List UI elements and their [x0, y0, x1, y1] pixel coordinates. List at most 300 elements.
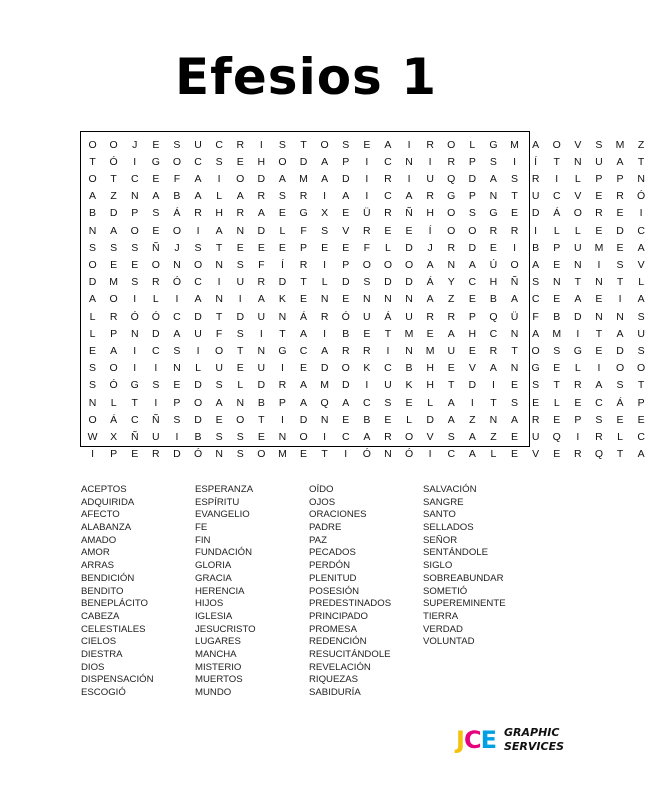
grid-letter[interactable]: T	[490, 396, 497, 409]
grid-letter[interactable]: Ó	[109, 155, 118, 168]
grid-letter[interactable]: R	[616, 190, 624, 203]
grid-letter[interactable]: U	[447, 344, 456, 357]
grid-letter[interactable]: E	[152, 172, 160, 185]
grid-letter[interactable]: I	[323, 327, 327, 340]
grid-letter[interactable]: R	[489, 224, 498, 237]
grid-letter[interactable]: E	[405, 224, 413, 237]
grid-letter[interactable]: E	[173, 379, 181, 392]
grid-letter[interactable]: A	[426, 258, 434, 271]
grid-letter[interactable]: A	[194, 172, 202, 185]
grid-letter[interactable]: E	[278, 207, 286, 220]
grid-letter[interactable]: O	[637, 362, 646, 375]
grid-letter[interactable]: L	[279, 224, 286, 237]
grid-letter[interactable]: D	[194, 310, 202, 323]
grid-letter[interactable]: R	[236, 207, 245, 220]
grid-letter[interactable]: M	[109, 276, 119, 289]
grid-letter[interactable]: T	[637, 379, 645, 392]
grid-letter[interactable]: Q	[594, 448, 604, 461]
grid-letter[interactable]: F	[532, 310, 539, 323]
grid-letter[interactable]: A	[595, 379, 603, 392]
grid-letter[interactable]: O	[88, 258, 97, 271]
grid-letter[interactable]: I	[238, 293, 242, 306]
grid-letter[interactable]: G	[278, 344, 287, 357]
grid-letter[interactable]: E	[363, 138, 371, 151]
grid-letter[interactable]: L	[553, 224, 560, 237]
grid-letter[interactable]: A	[342, 396, 350, 409]
grid-letter[interactable]: T	[616, 276, 624, 289]
grid-letter[interactable]: G	[447, 190, 456, 203]
grid-letter[interactable]: B	[363, 413, 371, 426]
grid-letter[interactable]: D	[468, 172, 477, 185]
grid-letter[interactable]: O	[278, 155, 287, 168]
grid-letter[interactable]: R	[278, 379, 287, 392]
grid-letter[interactable]: A	[236, 190, 244, 203]
grid-letter[interactable]: R	[320, 310, 329, 323]
grid-letter[interactable]: I	[133, 344, 137, 357]
grid-letter[interactable]: A	[215, 396, 223, 409]
grid-letter[interactable]: H	[426, 362, 434, 375]
grid-letter[interactable]: A	[574, 293, 582, 306]
grid-letter[interactable]: R	[384, 430, 392, 443]
grid-letter[interactable]: I	[154, 362, 158, 375]
grid-letter[interactable]: N	[510, 327, 519, 340]
grid-letter[interactable]: I	[470, 396, 474, 409]
grid-letter[interactable]: E	[616, 241, 624, 254]
grid-letter[interactable]: T	[637, 155, 645, 168]
grid-letter[interactable]: R	[510, 224, 519, 237]
grid-letter[interactable]: T	[574, 276, 582, 289]
grid-letter[interactable]: D	[278, 276, 287, 289]
grid-letter[interactable]: P	[574, 413, 582, 426]
grid-letter[interactable]: E	[321, 241, 329, 254]
grid-letter[interactable]: S	[489, 155, 497, 168]
grid-letter[interactable]: Á	[426, 276, 434, 289]
grid-letter[interactable]: I	[365, 379, 369, 392]
grid-letter[interactable]: E	[511, 430, 519, 443]
grid-letter[interactable]: I	[534, 224, 538, 237]
grid-letter[interactable]: C	[489, 327, 498, 340]
grid-letter[interactable]: S	[236, 327, 244, 340]
grid-letter[interactable]: S	[321, 224, 329, 237]
grid-letter[interactable]: U	[426, 172, 434, 185]
grid-letter[interactable]: A	[637, 241, 645, 254]
grid-letter[interactable]: Z	[490, 430, 497, 443]
grid-letter[interactable]: O	[362, 258, 371, 271]
grid-letter[interactable]: I	[639, 207, 643, 220]
grid-letter[interactable]: G	[531, 362, 540, 375]
grid-letter[interactable]: Á	[553, 207, 561, 220]
grid-letter[interactable]: O	[172, 155, 182, 168]
grid-letter[interactable]: Ó	[109, 379, 118, 392]
grid-letter[interactable]: E	[278, 241, 286, 254]
grid-letter[interactable]: E	[131, 448, 139, 461]
grid-letter[interactable]: N	[320, 413, 329, 426]
grid-letter[interactable]: E	[553, 448, 561, 461]
grid-letter[interactable]: Z	[110, 190, 117, 203]
grid-letter[interactable]: Z	[637, 138, 645, 151]
grid-letter[interactable]: I	[407, 138, 411, 151]
grid-letter[interactable]: E	[553, 413, 561, 426]
grid-letter[interactable]: E	[595, 344, 603, 357]
grid-letter[interactable]: N	[278, 430, 287, 443]
grid-letter[interactable]: I	[513, 155, 516, 168]
grid-letter[interactable]: L	[469, 138, 476, 151]
grid-letter[interactable]: I	[365, 172, 369, 185]
grid-letter[interactable]: A	[468, 448, 476, 461]
grid-letter[interactable]: B	[173, 190, 181, 203]
grid-letter[interactable]: D	[341, 172, 350, 185]
grid-letter[interactable]: S	[89, 379, 97, 392]
grid-letter[interactable]: S	[152, 207, 160, 220]
grid-letter[interactable]: E	[595, 190, 603, 203]
grid-letter[interactable]: T	[110, 172, 117, 185]
grid-letter[interactable]: N	[489, 413, 498, 426]
grid-letter[interactable]: S	[447, 430, 455, 443]
grid-letter[interactable]: E	[300, 293, 308, 306]
grid-letter[interactable]: N	[257, 344, 266, 357]
grid-letter[interactable]: D	[616, 224, 624, 237]
grid-letter[interactable]: S	[236, 258, 244, 271]
grid-letter[interactable]: P	[468, 155, 476, 168]
grid-letter[interactable]: A	[257, 293, 265, 306]
grid-letter[interactable]: G	[489, 138, 498, 151]
grid-letter[interactable]: Ñ	[405, 207, 413, 220]
grid-letter[interactable]: R	[426, 310, 434, 323]
grid-letter[interactable]: E	[468, 293, 476, 306]
grid-letter[interactable]: L	[321, 276, 328, 289]
grid-letter[interactable]: Ñ	[152, 241, 160, 254]
grid-letter[interactable]: A	[405, 190, 413, 203]
grid-letter[interactable]: S	[595, 413, 603, 426]
grid-letter[interactable]: E	[532, 396, 540, 409]
grid-letter[interactable]: C	[363, 396, 371, 409]
grid-letter[interactable]: L	[406, 413, 412, 426]
grid-letter[interactable]: I	[217, 172, 221, 185]
grid-letter[interactable]: D	[236, 310, 245, 323]
grid-letter[interactable]: I	[576, 430, 580, 443]
grid-letter[interactable]: N	[616, 310, 624, 323]
grid-letter[interactable]: S	[131, 241, 139, 254]
grid-letter[interactable]: N	[173, 362, 181, 375]
grid-letter[interactable]: F	[363, 241, 371, 254]
grid-letter[interactable]: Ó	[172, 276, 182, 289]
grid-letter[interactable]: R	[299, 258, 308, 271]
grid-letter[interactable]: Q	[552, 430, 561, 443]
grid-letter[interactable]: P	[637, 396, 645, 409]
grid-letter[interactable]: R	[109, 310, 118, 323]
grid-letter[interactable]: I	[618, 293, 622, 306]
grid-letter[interactable]: E	[342, 413, 350, 426]
grid-letter[interactable]: A	[532, 138, 540, 151]
grid-letter[interactable]: U	[637, 327, 645, 340]
grid-letter[interactable]: N	[278, 310, 287, 323]
grid-letter[interactable]: N	[384, 293, 392, 306]
grid-letter[interactable]: I	[196, 224, 200, 237]
grid-letter[interactable]: N	[574, 155, 582, 168]
grid-letter[interactable]: H	[489, 276, 498, 289]
grid-letter[interactable]: P	[468, 190, 476, 203]
grid-letter[interactable]: D	[468, 379, 477, 392]
grid-letter[interactable]: R	[384, 172, 392, 185]
grid-letter[interactable]: E	[511, 207, 519, 220]
grid-letter[interactable]: P	[553, 241, 561, 254]
grid-letter[interactable]: E	[89, 344, 97, 357]
grid-letter[interactable]: F	[173, 172, 181, 185]
grid-letter[interactable]: A	[637, 293, 645, 306]
grid-letter[interactable]: E	[236, 241, 244, 254]
grid-letter[interactable]: E	[342, 241, 350, 254]
grid-letter[interactable]: S	[468, 207, 476, 220]
grid-letter[interactable]: Z	[469, 413, 476, 426]
grid-letter[interactable]: A	[194, 293, 202, 306]
grid-letter[interactable]: T	[616, 448, 624, 461]
grid-letter[interactable]: L	[89, 327, 96, 340]
grid-letter[interactable]: I	[175, 293, 179, 306]
grid-letter[interactable]: O	[130, 224, 139, 237]
grid-letter[interactable]: A	[215, 224, 223, 237]
grid-letter[interactable]: R	[384, 207, 392, 220]
grid-letter[interactable]: D	[320, 362, 329, 375]
grid-letter[interactable]: C	[637, 430, 645, 443]
grid-letter[interactable]: N	[130, 327, 139, 340]
grid-letter[interactable]: A	[152, 190, 160, 203]
grid-letter[interactable]: A	[321, 155, 329, 168]
grid-letter[interactable]: L	[553, 396, 560, 409]
grid-letter[interactable]: O	[531, 344, 540, 357]
grid-letter[interactable]: U	[574, 241, 582, 254]
grid-letter[interactable]: C	[384, 190, 392, 203]
grid-letter[interactable]: I	[280, 362, 284, 375]
grid-letter[interactable]: N	[363, 293, 371, 306]
grid-letter[interactable]: D	[574, 310, 582, 323]
grid-letter[interactable]: D	[341, 379, 350, 392]
grid-letter[interactable]: U	[194, 138, 202, 151]
grid-letter[interactable]: B	[405, 362, 413, 375]
grid-letter[interactable]: D	[88, 276, 97, 289]
grid-letter[interactable]: H	[426, 207, 434, 220]
grid-letter[interactable]: I	[259, 138, 263, 151]
grid-letter[interactable]: T	[215, 241, 223, 254]
grid-letter[interactable]: Q	[447, 172, 456, 185]
grid-letter[interactable]: N	[130, 190, 139, 203]
grid-letter[interactable]: P	[110, 327, 118, 340]
grid-letter[interactable]: E	[215, 413, 223, 426]
grid-letter[interactable]: U	[531, 430, 540, 443]
grid-letter[interactable]: E	[511, 448, 519, 461]
grid-letter[interactable]: I	[133, 293, 137, 306]
grid-letter[interactable]: O	[215, 344, 224, 357]
grid-letter[interactable]: O	[257, 448, 266, 461]
grid-letter[interactable]: I	[280, 413, 284, 426]
grid-letter[interactable]: V	[574, 138, 582, 151]
grid-letter[interactable]: V	[468, 362, 476, 375]
grid-letter[interactable]: Á	[173, 207, 181, 220]
grid-letter[interactable]: N	[405, 293, 413, 306]
grid-letter[interactable]: E	[637, 413, 645, 426]
grid-letter[interactable]: A	[447, 396, 455, 409]
grid-letter[interactable]: I	[365, 190, 369, 203]
grid-letter[interactable]: E	[342, 207, 350, 220]
grid-letter[interactable]: U	[257, 362, 266, 375]
grid-letter[interactable]: L	[385, 241, 391, 254]
grid-letter[interactable]: B	[89, 207, 97, 220]
grid-letter[interactable]: R	[595, 430, 603, 443]
grid-letter[interactable]: D	[405, 276, 413, 289]
grid-letter[interactable]: K	[363, 362, 371, 375]
grid-letter[interactable]: A	[511, 413, 519, 426]
grid-letter[interactable]: R	[299, 190, 308, 203]
grid-letter[interactable]: B	[553, 310, 561, 323]
grid-letter[interactable]: T	[595, 327, 603, 340]
grid-letter[interactable]: S	[173, 413, 181, 426]
grid-letter[interactable]: L	[237, 379, 244, 392]
grid-letter[interactable]: P	[468, 310, 476, 323]
grid-letter[interactable]: A	[173, 327, 181, 340]
grid-letter[interactable]: O	[88, 172, 97, 185]
grid-letter[interactable]: Á	[110, 413, 118, 426]
grid-letter[interactable]: M	[615, 138, 625, 151]
grid-letter[interactable]: R	[257, 276, 266, 289]
grid-letter[interactable]: E	[152, 224, 160, 237]
grid-letter[interactable]: D	[299, 413, 308, 426]
grid-letter[interactable]: I	[386, 344, 390, 357]
grid-letter[interactable]: R	[194, 207, 202, 220]
grid-letter[interactable]: L	[110, 396, 117, 409]
grid-letter[interactable]: L	[152, 293, 159, 306]
grid-letter[interactable]: N	[405, 344, 413, 357]
grid-letter[interactable]: A	[321, 172, 329, 185]
grid-letter[interactable]: N	[510, 362, 519, 375]
grid-letter[interactable]: S	[215, 155, 223, 168]
grid-letter[interactable]: L	[617, 430, 623, 443]
grid-letter[interactable]: N	[552, 276, 561, 289]
grid-letter[interactable]: E	[574, 396, 582, 409]
grid-letter[interactable]: A	[363, 430, 371, 443]
grid-letter[interactable]: Ü	[363, 207, 371, 220]
grid-letter[interactable]: Q	[489, 310, 498, 323]
grid-letter[interactable]: O	[88, 138, 97, 151]
grid-letter[interactable]: A	[300, 379, 308, 392]
grid-letter[interactable]: C	[130, 413, 139, 426]
grid-letter[interactable]: S	[278, 190, 286, 203]
grid-letter[interactable]: O	[109, 293, 118, 306]
grid-letter[interactable]: U	[257, 310, 266, 323]
grid-letter[interactable]: N	[236, 224, 245, 237]
grid-letter[interactable]: N	[447, 258, 456, 271]
grid-letter[interactable]: M	[510, 138, 519, 151]
grid-letter[interactable]: S	[363, 276, 371, 289]
grid-letter[interactable]: S	[131, 276, 139, 289]
grid-letter[interactable]: O	[615, 362, 625, 375]
grid-letter[interactable]: O	[193, 258, 203, 271]
grid-letter[interactable]: Á	[300, 310, 308, 323]
grid-letter[interactable]: Ó	[151, 310, 160, 323]
grid-letter[interactable]: O	[447, 207, 456, 220]
grid-letter[interactable]: T	[321, 448, 328, 461]
grid-letter[interactable]: I	[576, 327, 580, 340]
grid-letter[interactable]: R	[531, 172, 540, 185]
grid-letter[interactable]: B	[342, 327, 350, 340]
grid-letter[interactable]: V	[426, 430, 434, 443]
grid-letter[interactable]: O	[552, 138, 561, 151]
grid-letter[interactable]: T	[89, 155, 96, 168]
grid-letter[interactable]: E	[426, 327, 434, 340]
grid-letter[interactable]: D	[384, 276, 392, 289]
grid-letter[interactable]: A	[468, 258, 476, 271]
grid-letter[interactable]: L	[427, 396, 434, 409]
grid-letter[interactable]: H	[215, 207, 223, 220]
grid-letter[interactable]: U	[595, 155, 603, 168]
grid-letter[interactable]: O	[573, 207, 582, 220]
grid-letter[interactable]: E	[152, 138, 160, 151]
grid-letter[interactable]: D	[194, 413, 202, 426]
grid-letter[interactable]: I	[513, 241, 516, 254]
grid-letter[interactable]: S	[89, 362, 97, 375]
grid-letter[interactable]: P	[595, 172, 603, 185]
grid-letter[interactable]: Ñ	[130, 430, 139, 443]
grid-letter[interactable]: Ü	[510, 310, 519, 323]
grid-letter[interactable]: O	[109, 138, 118, 151]
grid-letter[interactable]: I	[323, 190, 327, 203]
grid-letter[interactable]: E	[257, 241, 265, 254]
grid-letter[interactable]: R	[236, 138, 245, 151]
grid-letter[interactable]: O	[383, 258, 393, 271]
grid-letter[interactable]: M	[278, 448, 287, 461]
grid-letter[interactable]: E	[257, 430, 265, 443]
grid-letter[interactable]: T	[384, 327, 392, 340]
grid-letter[interactable]: N	[88, 396, 97, 409]
grid-letter[interactable]: V	[342, 224, 350, 237]
grid-letter[interactable]: G	[151, 155, 160, 168]
grid-letter[interactable]: G	[299, 207, 308, 220]
grid-letter[interactable]: E	[110, 258, 118, 271]
grid-letter[interactable]: E	[553, 258, 561, 271]
grid-letter[interactable]: T	[237, 344, 244, 357]
grid-letter[interactable]: E	[468, 344, 476, 357]
grid-letter[interactable]: R	[257, 190, 266, 203]
grid-letter[interactable]: T	[215, 310, 223, 323]
grid-letter[interactable]: Q	[320, 396, 329, 409]
grid-letter[interactable]: N	[405, 155, 413, 168]
grid-letter[interactable]: Ó	[193, 448, 203, 461]
grid-letter[interactable]: D	[341, 276, 350, 289]
grid-letter[interactable]: R	[341, 344, 350, 357]
grid-letter[interactable]: D	[426, 413, 434, 426]
grid-letter[interactable]: I	[91, 448, 94, 461]
grid-letter[interactable]: O	[193, 396, 203, 409]
grid-letter[interactable]: M	[404, 327, 414, 340]
grid-letter[interactable]: S	[215, 379, 223, 392]
grid-letter[interactable]: I	[175, 430, 179, 443]
grid-letter[interactable]: C	[595, 396, 603, 409]
grid-letter[interactable]: A	[489, 362, 497, 375]
grid-letter[interactable]: I	[407, 172, 411, 185]
grid-letter[interactable]: S	[236, 430, 244, 443]
grid-letter[interactable]: U	[236, 276, 245, 289]
grid-letter[interactable]: A	[511, 293, 519, 306]
grid-letter[interactable]: S	[384, 396, 392, 409]
grid-letter[interactable]: A	[89, 293, 97, 306]
grid-letter[interactable]: A	[447, 413, 455, 426]
grid-letter[interactable]: G	[130, 379, 139, 392]
grid-letter[interactable]: C	[384, 362, 392, 375]
grid-letter[interactable]: R	[363, 224, 371, 237]
grid-letter[interactable]: Í	[534, 155, 538, 168]
grid-letter[interactable]: Ó	[362, 448, 371, 461]
grid-letter[interactable]: P	[278, 396, 286, 409]
grid-letter[interactable]: O	[172, 224, 182, 237]
grid-letter[interactable]: X	[321, 207, 329, 220]
